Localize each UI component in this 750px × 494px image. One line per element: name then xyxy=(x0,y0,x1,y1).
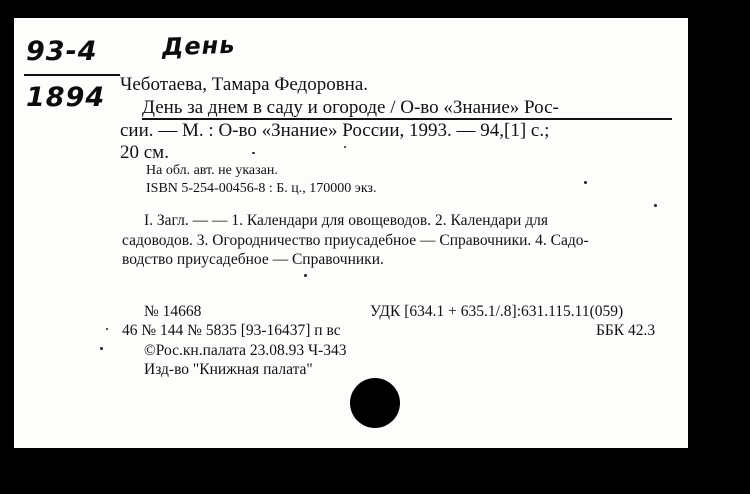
handwritten-code: 93-4 xyxy=(26,36,98,67)
record-number: № 14668 xyxy=(144,303,202,320)
speck xyxy=(344,146,346,148)
copyright-line: ©Рос.кн.палата 23.08.93 Ч-343 xyxy=(144,342,347,359)
udk-code: УДК [634.1 + 635.1/.8]:631.115.11(059) xyxy=(370,303,624,320)
isbn-line: ISBN 5-254-00456-8 : Б. ц., 170000 экз. xyxy=(146,181,377,196)
handwritten-word: День xyxy=(161,30,236,62)
bbk-code: ББК 42.3 xyxy=(596,322,656,339)
speck xyxy=(100,347,103,350)
ink-blot xyxy=(350,378,400,428)
divider-line xyxy=(24,74,120,76)
subjects-line-2: садоводов. 3. Огородничество приусадебное — Справочники. 4. Садо- xyxy=(122,232,589,249)
catalog-card xyxy=(14,18,688,448)
speck xyxy=(304,274,307,277)
speck xyxy=(252,152,255,154)
publisher-line: Изд-во "Книжная палата" xyxy=(144,361,313,378)
record-line: 46 № 144 № 5835 [93-16437] п вс xyxy=(122,322,341,339)
subjects-line-1: I. Загл. — — 1. Календари для овощеводов. 2. Календари для xyxy=(144,212,548,229)
title-line-3: 20 см. xyxy=(120,142,169,163)
handwritten-year: 1894 xyxy=(26,82,106,113)
speck xyxy=(584,181,587,184)
speck xyxy=(654,204,657,207)
cover-note: На обл. авт. не указан. xyxy=(146,163,278,178)
speck xyxy=(106,328,108,330)
title-line-2: сии. — М. : О-во «Знание» России, 1993. — 94,[1] с.; xyxy=(120,120,550,141)
subjects-line-3: водство приусадебное — Справочники. xyxy=(122,251,384,268)
author-line: Чеботаева, Тамара Федоровна. xyxy=(120,74,369,95)
title-line-1: День за днем в саду и огороде / О-во «Знание» Рос- xyxy=(142,97,559,118)
